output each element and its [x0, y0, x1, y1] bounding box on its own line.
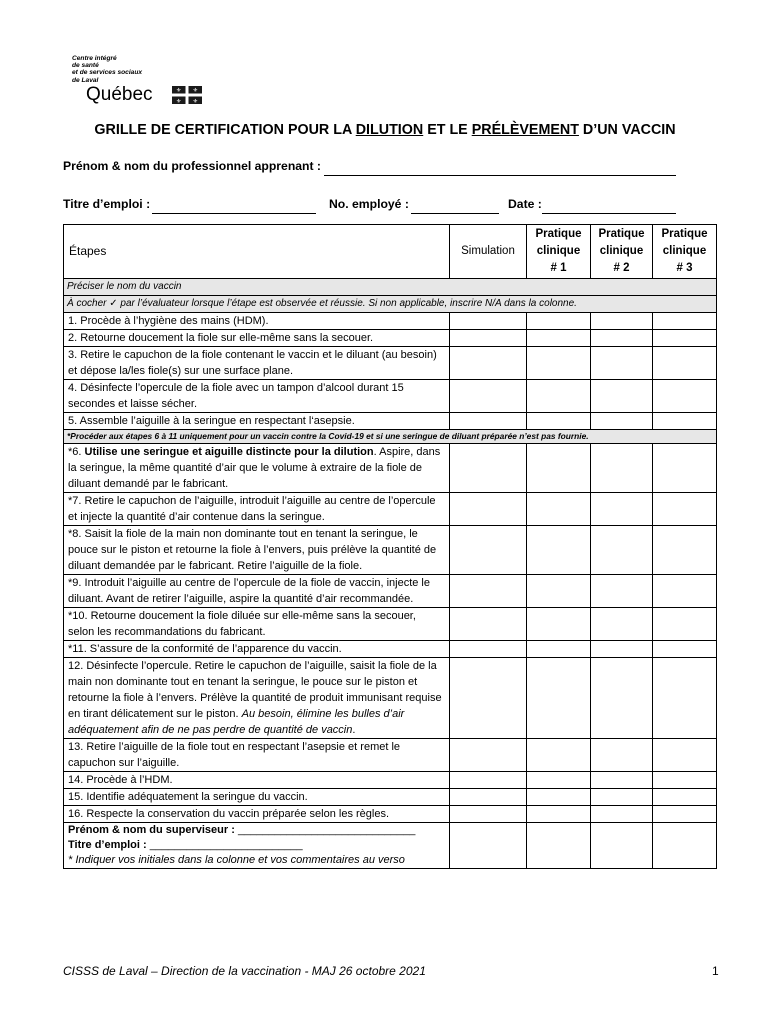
check-cell-pratique-2[interactable] — [591, 806, 653, 823]
step-label: 12. Désinfecte l’opercule. Retire le capuchon de l’aiguille, saisit la fiole de la main non dominante tout en tenant la seringue, le pouce sur le piston et retourne la fiole à l’envers. Prélève la quantité de produit immunisant requise en tirant délicatement sur le piston. Au besoin, élimine les bulles d’air adéquatement afin de ne pas perdre de quantité de vaccin. — [64, 658, 450, 739]
cisss-laval-logo — [72, 55, 212, 109]
table-row — [64, 789, 717, 806]
check-cell-pratique-3[interactable] — [653, 739, 717, 772]
check-cell-simulation[interactable] — [450, 608, 527, 641]
svg-text:⚜: ⚜ — [192, 98, 198, 104]
table-row — [64, 641, 717, 658]
check-cell-simulation[interactable] — [450, 347, 527, 380]
check-cell-pratique-1[interactable] — [527, 380, 591, 413]
check-cell-simulation[interactable] — [450, 493, 527, 526]
date-field[interactable] — [542, 213, 676, 214]
check-cell-simulation[interactable] — [450, 330, 527, 347]
check-cell-pratique-1[interactable] — [527, 413, 591, 430]
check-cell-simulation[interactable] — [450, 575, 527, 608]
check-cell-pratique-1[interactable] — [527, 330, 591, 347]
step-label: *8. Saisit la fiole de la main non dominante tout en tenant la seringue, le pouce sur le piston et retourne la fiole à l’envers, puis prélève la quantité de diluant demandée par le fabricant. Retire l’aiguille de la fiole. — [64, 526, 450, 575]
check-cell-pratique-2[interactable] — [591, 789, 653, 806]
step-label: *6. Utilise une seringue et aiguille distincte pour la dilution. Aspire, dans la seringue, la même quantité d’air que le volume à extraire de la fiole de diluant demandé par le fabricant. — [64, 444, 450, 493]
fleurdelise-flag-icon — [172, 86, 202, 104]
page-title: GRILLE DE CERTIFICATION POUR LA DILUTION ET LE PRÉLÈVEMENT D’UN VACCIN — [94, 122, 676, 138]
step-label: 4. Désinfecte l’opercule de la fiole avec un tampon d’alcool durant 15 secondes et laisse sécher. — [64, 380, 450, 413]
check-cell-pratique-2[interactable] — [591, 444, 653, 493]
table-row — [64, 380, 717, 413]
table-row — [64, 806, 717, 823]
table-row — [64, 526, 717, 575]
check-cell-pratique-3[interactable] — [653, 575, 717, 608]
header-simulation: Simulation — [450, 225, 527, 279]
check-cell-pratique-2[interactable] — [591, 380, 653, 413]
table-row — [64, 347, 717, 380]
learner-name-field[interactable] — [324, 175, 676, 176]
check-cell-pratique-1[interactable] — [527, 493, 591, 526]
svg-text:⚜: ⚜ — [176, 98, 182, 104]
check-cell-pratique-2[interactable] — [591, 658, 653, 739]
check-cell-pratique-1[interactable] — [527, 313, 591, 330]
check-cell-pratique-2[interactable] — [591, 739, 653, 772]
step-label: 14. Procède à l’HDM. — [64, 772, 450, 789]
check-cell-simulation[interactable] — [450, 444, 527, 493]
supervisor-job-field[interactable]: _________________________ — [149, 839, 303, 851]
job-title-field[interactable] — [152, 213, 316, 214]
check-cell-simulation[interactable] — [450, 641, 527, 658]
employee-number-label: No. employé : — [329, 197, 409, 211]
step-label: 5. Assemble l’aiguille à la seringue en respectant l‘asepsie. — [64, 413, 450, 430]
supervisor-cell-pratique-1[interactable] — [527, 823, 591, 869]
check-cell-pratique-2[interactable] — [591, 772, 653, 789]
check-cell-pratique-2[interactable] — [591, 413, 653, 430]
check-cell-pratique-1[interactable] — [527, 575, 591, 608]
step-label: 15. Identifie adéquatement la seringue du vaccin. — [64, 789, 450, 806]
check-cell-pratique-3[interactable] — [653, 526, 717, 575]
learner-name-label: Prénom & nom du professionnel apprenant : — [63, 159, 321, 173]
check-cell-simulation[interactable] — [450, 413, 527, 430]
supervisor-cell-pratique-2[interactable] — [591, 823, 653, 869]
check-cell-pratique-3[interactable] — [653, 313, 717, 330]
check-cell-simulation[interactable] — [450, 772, 527, 789]
check-cell-pratique-3[interactable] — [653, 380, 717, 413]
table-row — [64, 413, 717, 430]
check-cell-pratique-1[interactable] — [527, 789, 591, 806]
table-row — [64, 608, 717, 641]
header-pratique-2: Pratique clinique # 2 — [591, 225, 653, 279]
table-row — [64, 772, 717, 789]
step-label: 2. Retourne doucement la fiole sur elle-même sans la secouer. — [64, 330, 450, 347]
step-label: *7. Retire le capuchon de l’aiguille, introduit l’aiguille au centre de l’opercule et injecte la quantité d’air contenue dans la seringue. — [64, 493, 450, 526]
check-cell-pratique-1[interactable] — [527, 772, 591, 789]
check-cell-pratique-1[interactable] — [527, 641, 591, 658]
logo-quebec-text: Québec — [86, 84, 153, 105]
check-cell-pratique-1[interactable] — [527, 658, 591, 739]
supervisor-row — [64, 823, 717, 869]
note-row-vaccine — [64, 279, 717, 296]
note-check-instructions: À cocher ✓ par l’évaluateur lorsque l’étape est observée et réussie. Si non applicable, inscrire N/A dans la colonne. — [64, 296, 717, 313]
check-cell-pratique-1[interactable] — [527, 444, 591, 493]
table-row — [64, 493, 717, 526]
check-cell-simulation[interactable] — [450, 739, 527, 772]
header-etapes: Étapes — [64, 225, 450, 279]
note-vaccine-name: Préciser le nom du vaccin — [64, 279, 717, 296]
table-row — [64, 444, 717, 493]
check-cell-pratique-3[interactable] — [653, 641, 717, 658]
supervisor-cell-pratique-3[interactable] — [653, 823, 717, 869]
check-cell-pratique-1[interactable] — [527, 608, 591, 641]
header-pratique-1: Pratique clinique # 1 — [527, 225, 591, 279]
check-cell-pratique-2[interactable] — [591, 575, 653, 608]
step-label: *11. S’assure de la conformité de l’apparence du vaccin. — [64, 641, 450, 658]
check-cell-pratique-3[interactable] — [653, 772, 717, 789]
note-row-check — [64, 296, 717, 313]
check-cell-pratique-1[interactable] — [527, 347, 591, 380]
page-number: 1 — [712, 964, 719, 978]
step-label: 3. Retire le capuchon de la fiole contenant le vaccin et le diluant (au besoin) et dépose la/les fiole(s) sur une surface plane. — [64, 347, 450, 380]
note-covid-steps: *Procéder aux étapes 6 à 11 uniquement pour un vaccin contre la Covid-19 et si une seringue de diluant préparée n’est pas fournie. — [64, 430, 717, 444]
check-cell-pratique-2[interactable] — [591, 313, 653, 330]
logo-org-line-4: de Laval — [72, 76, 99, 84]
svg-text:⚜: ⚜ — [192, 88, 198, 95]
footer-text: CISSS de Laval – Direction de la vaccination - MAJ 26 octobre 2021 — [63, 964, 426, 978]
step-label: 16. Respecte la conservation du vaccin préparée selon les règles. — [64, 806, 450, 823]
check-cell-simulation[interactable] — [450, 313, 527, 330]
check-cell-pratique-2[interactable] — [591, 330, 653, 347]
check-cell-simulation[interactable] — [450, 658, 527, 739]
check-cell-simulation[interactable] — [450, 526, 527, 575]
check-cell-pratique-3[interactable] — [653, 347, 717, 380]
check-cell-pratique-3[interactable] — [653, 608, 717, 641]
check-cell-pratique-3[interactable] — [653, 413, 717, 430]
svg-text:⚜: ⚜ — [176, 88, 182, 95]
supervisor-name-label: Prénom & nom du superviseur : — [68, 824, 235, 836]
check-cell-pratique-1[interactable] — [527, 526, 591, 575]
check-cell-pratique-3[interactable] — [653, 806, 717, 823]
logo-org-line-1: Centre intégré — [72, 55, 117, 62]
step-label: 13. Retire l’aiguille de la fiole tout en respectant l’asepsie et remet le capuchon sur l’aiguille. — [64, 739, 450, 772]
note-row-covid — [64, 430, 717, 444]
check-cell-pratique-1[interactable] — [527, 739, 591, 772]
check-cell-pratique-3[interactable] — [653, 444, 717, 493]
check-cell-pratique-2[interactable] — [591, 608, 653, 641]
check-cell-pratique-3[interactable] — [653, 789, 717, 806]
initials-note: * Indiquer vos initiales dans la colonne et vos commentaires au verso — [68, 854, 405, 866]
check-cell-pratique-2[interactable] — [591, 526, 653, 575]
check-cell-pratique-2[interactable] — [591, 347, 653, 380]
step-label: 1. Procède à l’hygiène des mains (HDM). — [64, 313, 450, 330]
header-row — [64, 225, 717, 279]
check-cell-pratique-2[interactable] — [591, 493, 653, 526]
check-cell-pratique-1[interactable] — [527, 806, 591, 823]
check-cell-simulation[interactable] — [450, 806, 527, 823]
step-label: *9. Introduit l’aiguille au centre de l’opercule de la fiole de vaccin, injecte le diluant. Avant de retirer l’aiguille, aspire la quantité d’air recommandée. — [64, 575, 450, 608]
logo-org-line-2: de santé — [72, 62, 99, 70]
employee-number-field[interactable] — [411, 213, 499, 214]
table-row — [64, 330, 717, 347]
check-cell-pratique-3[interactable] — [653, 493, 717, 526]
table-row — [64, 575, 717, 608]
check-cell-simulation[interactable] — [450, 789, 527, 806]
date-label: Date : — [508, 197, 542, 211]
certification-grid — [63, 224, 717, 869]
check-cell-pratique-3[interactable] — [653, 330, 717, 347]
step-label: *10. Retourne doucement la fiole diluée sur elle-même sans la secouer, selon les recommandations du fabricant. — [64, 608, 450, 641]
table-row — [64, 658, 717, 739]
logo-org-line-3: et de services sociaux — [72, 69, 143, 77]
check-cell-pratique-2[interactable] — [591, 641, 653, 658]
check-cell-pratique-3[interactable] — [653, 658, 717, 739]
table-row — [64, 313, 717, 330]
table-row — [64, 739, 717, 772]
header-pratique-3: Pratique clinique # 3 — [653, 225, 717, 279]
job-title-label: Titre d’emploi : — [63, 197, 151, 211]
supervisor-name-field[interactable]: _____________________________ — [237, 824, 416, 836]
supervisor-job-label: Titre d’emploi : — [68, 839, 147, 851]
supervisor-cell-simulation[interactable] — [450, 823, 527, 869]
check-cell-simulation[interactable] — [450, 380, 527, 413]
supervisor-block — [64, 823, 450, 869]
